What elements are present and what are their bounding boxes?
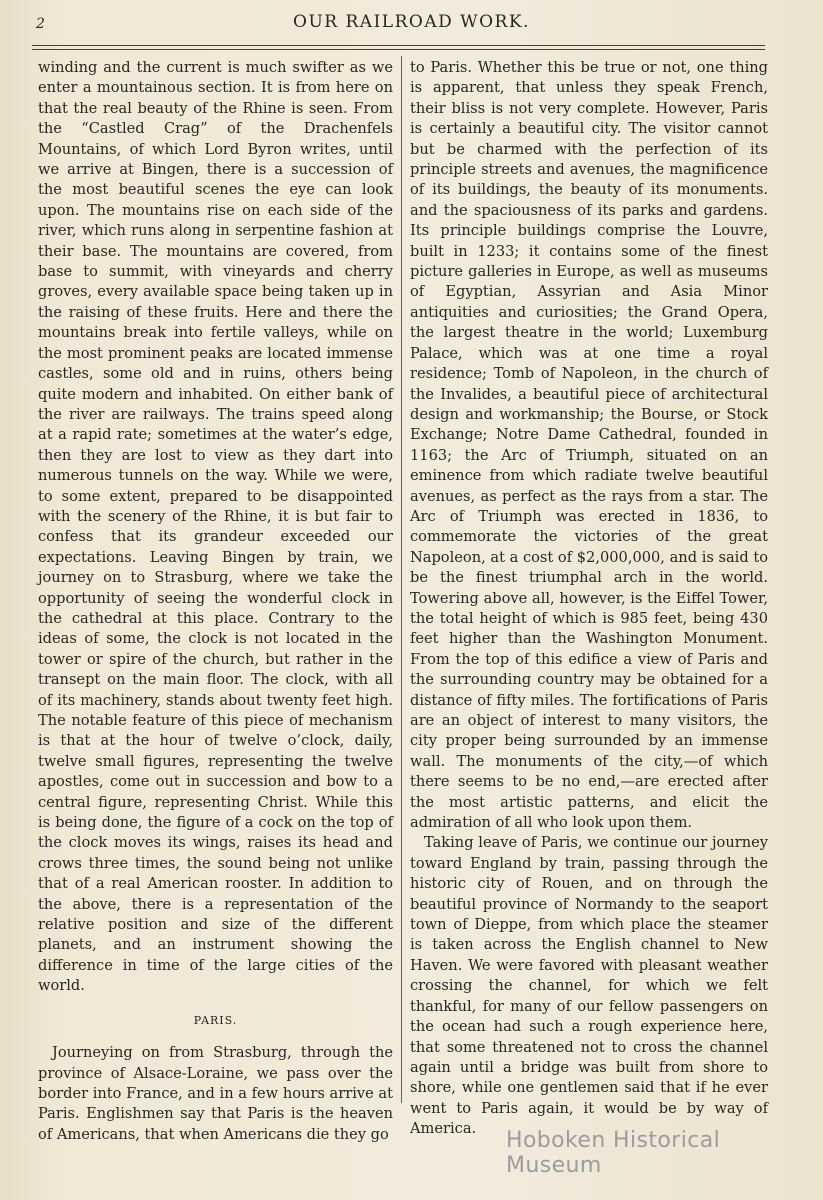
left-column xyxy=(38,58,393,1145)
museum-watermark: Hoboken Historical Museum xyxy=(506,1128,721,1178)
column-divider xyxy=(401,56,402,1103)
left-paragraph-2: Journeying on from Strasburg, through the province of Alsace-Loraine, we pass over the border into France, and in a few hours arrive at Paris. Englishmen say that Paris is the heaven of Americans, that when Americans die they go xyxy=(38,1044,393,1143)
header-rule-top xyxy=(32,45,765,46)
right-paragraph-1: to Paris. Whether this be true or not, one thing is apparent, that unless they speak French, their bliss is not very complete. However, Paris is certainly a beautiful city. The visitor cannot but be charmed with the perfection of its principle streets and avenues, the magnificence of its buildings, the beauty of its monuments. and the spaciousness of its parks and gardens. Its principle buildings comprise the Louvre, built in 1233; it contains some of the finest picture galleries in Europe, as well as museums of Egyptian, Assyrian and Asia Minor antiquities and curiosities; the Grand Opera, the largest theatre in the world; Luxemburg Palace, which was at one time a royal residence; Tomb of Napoleon, in the church of the Invalides, a beautiful piece of architectural design and workmanship; the Bourse, or Stock Exchange; Notre Dame Cathedral, founded in 1163; the Arc of Triumph, situated on an eminence from which radiate twelve beautiful avenues, as perfect as the rays from a star. The Arc of Triumph was erected in 1836, to commemorate the victories of the great Napoleon, at a cost of $2,000,000, and is said to be the finest triumphal arch in the world. Towering above all, however, is the Eiffel Tower, the total height of which is 985 feet, being 430 feet higher than the Washington Monument. From the top of this edifice a view of Paris and the surrounding country may be obtained for a distance of fifty miles. The fortifications of Paris are an object of interest to many visitors, the city proper being surrounded by an immense wall. The monuments of the city,—of which there seems to be no end,—are erected after the most artistic patterns, and elicit the admiration of all who look upon them. xyxy=(410,59,768,832)
page-number: 2 xyxy=(36,16,45,32)
right-column xyxy=(410,58,768,1140)
header-rule-bottom xyxy=(32,49,765,50)
left-paragraph-1: winding and the current is much swifter as we enter a mountainous section. It is from here on that the real beauty of the Rhine is seen. From the “Castled Crag” of the Drachenfels Mountains, of which Lord Byron writes, until we arrive at Bingen, there is a succession of the most beautiful scenes the eye can look upon. The mountains rise on each side of the river, which runs along in serpentine fashion at their base. The mountains are covered, from base to summit, with vineyards and cherry groves, every available space being taken up in the raising of these fruits. Here and there the mountains break into fertile valleys, while on the most prominent peaks are located immense castles, some old and in ruins, others being quite modern and inhabited. On either bank of the river are railways. The trains speed along at a rapid rate; sometimes at the water’s edge, then they are lost to view as they dart into numerous tunnels on the way. While we were, to some extent, prepared to be disappointed with the scenery of the Rhine, it is but fair to confess that its grandeur exceeded our expectations. Leaving Bingen by train, we journey on to Strasburg, where we take the opportunity of seeing the wonderful clock in the cathedral at this place. Contrary to the ideas of some, the clock is not located in the tower or spire of the church, but rather in the transept on the main floor. The clock, with all of its machinery, stands about twenty feet high. The notable feature of this piece of mechanism is that at the hour of twelve o’clock, daily, twelve small figures, representing the twelve apostles, come out in succession and bow to a central figure, representing Christ. While this is being done, the figure of a cock on the top of the clock moves its wings, raises its head and crows three times, the sound being not unlike that of a real American rooster. In addition to the above, there is a representation of the relative position and size of the different planets, and an instrument showing the difference in time of the large cities of the world. xyxy=(38,59,393,995)
section-heading-paris: PARIS. xyxy=(193,1013,238,1027)
running-head-title: OUR RAILROAD WORK. xyxy=(293,12,530,32)
right-paragraph-2: Taking leave of Paris, we continue our journey toward England by train, passing through the historic city of Rouen, and on through the beautiful province of Normandy to the seaport town of Dieppe, from which place the steamer is taken across the English channel to New Haven. We were favored with pleasant weather crossing the channel, for which we felt thankful, for many of our fellow passengers on the ocean had such a rough experience here, that some threatened not to cross the channel again until a bridge was built from shore to shore, while one gentlemen said that if he ever went to Paris again, it would be by way of America. xyxy=(410,834,768,1138)
